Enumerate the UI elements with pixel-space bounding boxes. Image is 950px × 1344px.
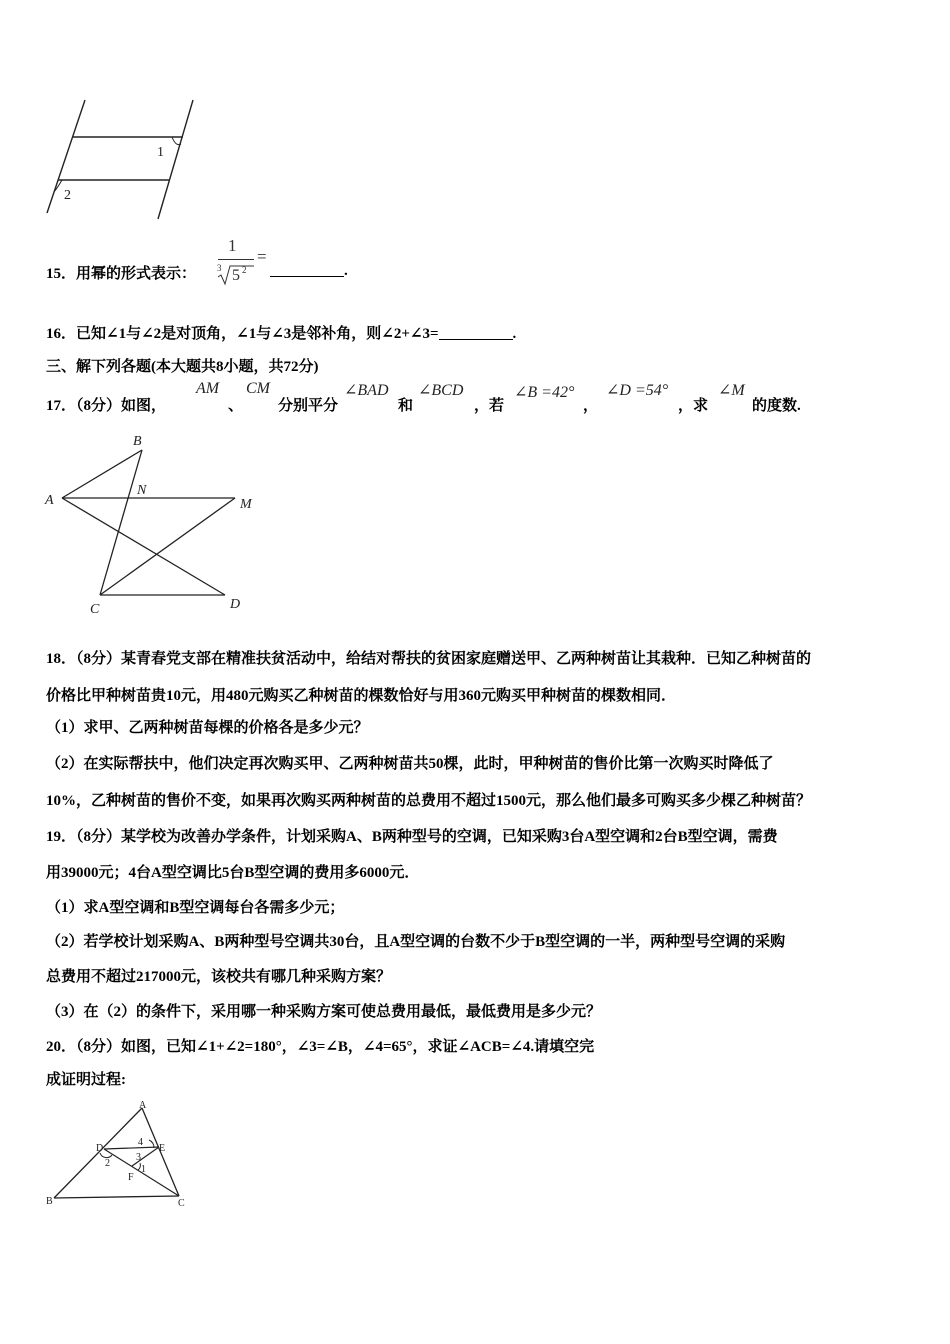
fraction-numerator: 1 bbox=[228, 236, 237, 255]
point-label-b: B bbox=[46, 1196, 53, 1207]
section-3-title: 三、解下列各题(本大题共8小题，共72分) bbox=[46, 359, 319, 375]
question-19-part-2-b: 总费用不超过217000元，该校共有哪几种采购方案？ bbox=[46, 969, 392, 985]
q17-angle-bad: ∠BAD bbox=[344, 382, 389, 399]
question-16-text: 16．已知∠1与∠2是对顶角，∠1与∠3是邻补角，则∠2+∠3= bbox=[46, 326, 439, 342]
point-label-f: F bbox=[128, 1172, 134, 1183]
question-15 bbox=[46, 262, 196, 283]
question-16 bbox=[46, 322, 516, 343]
q17-angle-m: ∠M bbox=[718, 382, 745, 399]
q17-angle-bcd: ∠BCD bbox=[418, 382, 464, 399]
q17-mid1: 分别平分 bbox=[278, 398, 339, 414]
radicand: 5 bbox=[232, 267, 240, 284]
question-18-line-1: 18．（8分）某青春党支部在精准扶贫活动中，给结对帮扶的贫困家庭赠送甲、乙两种树苗让其栽种．已知乙种树苗的 bbox=[46, 651, 812, 667]
q17-comma: ， bbox=[583, 398, 599, 414]
fraction-bar bbox=[218, 259, 254, 260]
q17-am: AM bbox=[196, 380, 220, 397]
angle-label-1: 1 bbox=[157, 145, 164, 160]
angle-label-2: 2 bbox=[64, 188, 71, 203]
radicand-exponent: 2 bbox=[242, 265, 247, 275]
question-15-period: . bbox=[344, 263, 348, 279]
question-17 bbox=[46, 378, 926, 418]
q17-and: 和 bbox=[398, 398, 414, 414]
q17-angle-d: ∠D =54° bbox=[606, 382, 669, 399]
figure-q17-geometry bbox=[40, 430, 270, 620]
answer-blank-15[interactable] bbox=[270, 262, 344, 277]
q17-suffix: 的度数. bbox=[752, 398, 801, 414]
point-label-d: D bbox=[230, 597, 241, 612]
segment-bc bbox=[54, 1196, 179, 1198]
point-label-a: A bbox=[45, 493, 54, 508]
q17-angle-b: ∠B =42° bbox=[514, 384, 575, 401]
point-label-a: A bbox=[139, 1100, 147, 1111]
question-19-line-2: 用39000元；4台A型空调比5台B型空调的费用多6000元． bbox=[46, 865, 420, 881]
question-18-part-2-b: 10%，乙种树苗的售价不变，如果再次购买两种树苗的总费用不超过1500元，那么他们最多可购买多少棵乙种树苗？ bbox=[46, 793, 812, 809]
point-label-b: B bbox=[133, 434, 142, 449]
question-18-line-2: 价格比甲种树苗贵10元，用480元购买乙种树苗的棵数恰好与用360元购买甲种树苗的棵数相同． bbox=[46, 688, 677, 704]
point-label-d: D bbox=[96, 1143, 104, 1154]
question-20-line-2: 成证明过程: bbox=[46, 1072, 126, 1088]
question-19-line-1: 19．（8分）某学校为改善办学条件，计划采购A、B两种型号的空调，已知采购3台A型空调和2台B型空调，需费 bbox=[46, 829, 778, 845]
angle-label-1: 1 bbox=[141, 1164, 146, 1175]
root-index: 3 bbox=[217, 263, 222, 273]
segment-de bbox=[104, 1147, 159, 1149]
question-19-part-3: （3）在（2）的条件下，采用哪一种采购方案可使总费用最低，最低费用是多少元？ bbox=[46, 1004, 602, 1020]
question-20-line-1: 20．（8分）如图，已知∠1+∠2=180°，∠3=∠B，∠4=65°，求证∠ACB=∠4.请填空完 bbox=[46, 1039, 595, 1055]
question-19-part-2-a: （2）若学校计划采购A、B两种型号空调共30台，且A型空调的台数不少于B型空调的一半，两种型号空调的采购 bbox=[46, 934, 786, 950]
q17-prefix: 17．（8分）如图， bbox=[46, 398, 167, 414]
point-label-n: N bbox=[137, 483, 147, 498]
q17-sep1: 、 bbox=[228, 398, 244, 414]
segment-cm bbox=[100, 498, 235, 595]
angle-label-4: 4 bbox=[138, 1137, 143, 1148]
question-19-part-1: （1）求A型空调和B型空调每台各需多少元； bbox=[46, 900, 345, 916]
angle-label-3: 3 bbox=[136, 1152, 141, 1163]
q17-cm: CM bbox=[246, 380, 270, 397]
point-label-c: C bbox=[90, 602, 100, 617]
point-label-c: C bbox=[178, 1198, 185, 1209]
q17-mid3: ，求 bbox=[678, 398, 709, 414]
q17-mid2: ，若 bbox=[474, 398, 505, 414]
point-label-e: E bbox=[159, 1143, 166, 1154]
angle-label-2: 2 bbox=[105, 1158, 110, 1169]
question-18-part-1: （1）求甲、乙两种树苗每棵的价格各是多少元？ bbox=[46, 720, 369, 736]
question-16-period: . bbox=[512, 326, 517, 342]
figure-q14-parallel-lines bbox=[40, 95, 210, 220]
question-15-text: 15．用幂的形式表示： bbox=[46, 266, 197, 282]
answer-blank-16[interactable] bbox=[439, 325, 513, 340]
equals-sign: = bbox=[257, 247, 267, 266]
figure-q20-triangle bbox=[42, 1100, 192, 1210]
segment-ad bbox=[62, 498, 225, 595]
question-15-answer bbox=[270, 262, 348, 280]
question-18-part-2-a: （2）在实际帮扶中，他们决定再次购买甲、乙两种树苗共50棵，此时，甲种树苗的售价比第一次购买时降低了 bbox=[46, 756, 774, 772]
point-label-m: M bbox=[240, 497, 252, 512]
